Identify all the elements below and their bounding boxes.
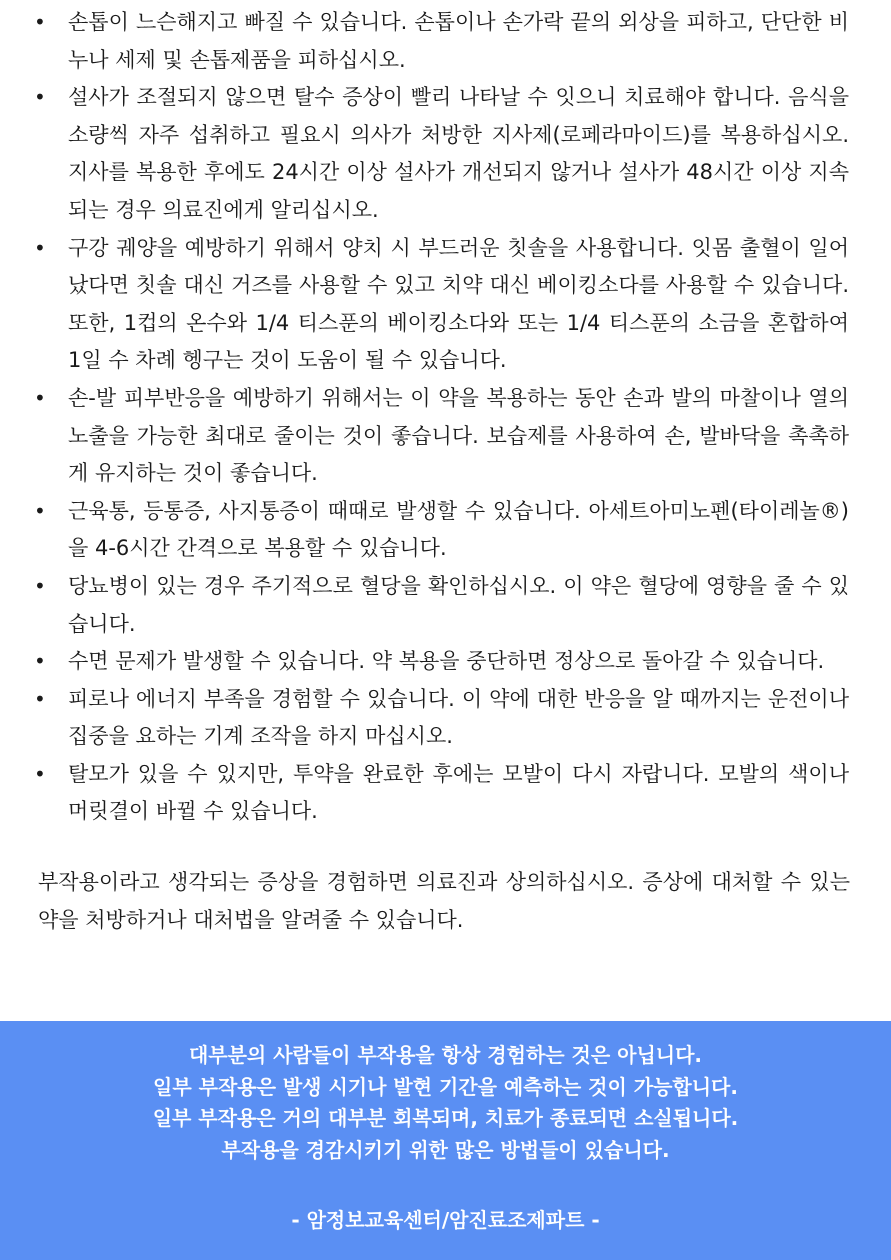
list-item-text: 탈모가 있을 수 있지만, 투약을 완료한 후에는 모발이 다시 자랍니다. 모발의 색이나 머릿결이 바뀔 수 있습니다. (68, 761, 849, 824)
footer-credit: - 암정보교육센터/암진료조제파트 - (291, 1208, 600, 1232)
list-item (0, 568, 891, 643)
footer-line: 일부 부작용은 거의 대부분 회복되며, 치료가 종료되면 소실됩니다. (152, 1106, 739, 1130)
list-item-text: 손-발 피부반응을 예방하기 위해서는 이 약을 복용하는 동안 손과 발의 마찰이나 열의 노출을 가능한 최대로 줄이는 것이 좋습니다. 보습제를 사용하여 손, 발바닥을 촉촉하게 유지하는 것이 좋습니다. (68, 385, 849, 486)
list-item-text: 피로나 에너지 부족을 경험할 수 있습니다. 이 약에 대한 반응을 알 때까지는 운전이나 집중을 요하는 기계 조작을 하지 마십시오. (68, 686, 849, 749)
bullet-icon: • (34, 573, 46, 598)
list-item (0, 380, 891, 493)
footer-line: 대부분의 사람들이 부작용을 항상 경험하는 것은 아닙니다. (188, 1043, 703, 1067)
list-item-text: 수면 문제가 발생할 수 있습니다. 약 복용을 중단하면 정상으로 돌아갈 수 있습니다. (68, 649, 825, 674)
list-item (0, 79, 891, 229)
list-item-text: 설사가 조절되지 않으면 탈수 증상이 빨리 나타날 수 잇으니 치료해야 합니다. 음식을 소량씩 자주 섭취하고 필요시 의사가 처방한 지사제(로페라마이드)를 복용하십시오. 지사를 복용한 후에도 24시간 이상 설사가 개선되지 않거나 설사가 48시간 이상 지속되는 경우 의료진에게 알리십시오. (68, 85, 849, 222)
footer-message (0, 1040, 891, 1166)
bullet-icon: • (34, 85, 46, 110)
list-item-text: 구강 궤양을 예방하기 위해서 양치 시 부드러운 칫솔을 사용합니다. 잇몸 출혈이 일어났다면 칫솔 대신 거즈를 사용할 수 있고 치약 대신 베이킹소다를 사용할 수 있습니다. 또한, 1컵의 온수와 1/4 티스푼의 베이킹소다와 또는 1/4 티스푼의 소금을 혼합하여 1일 수 차례 헹구는 것이 도움이 될 수 있습니다. (68, 235, 849, 373)
list-item-text: 근육통, 등통증, 사지통증이 때때로 발생할 수 있습니다. 아세트아미노펜(타이레놀®)을 4-6시간 간격으로 복용할 수 있습니다. (68, 498, 849, 561)
list-item (0, 230, 891, 380)
bullet-icon: • (34, 498, 46, 523)
bullet-icon: • (34, 235, 46, 260)
list-item-text: 당뇨병이 있는 경우 주기적으로 혈당을 확인하십시오. 이 약은 혈당에 영향을 줄 수 있습니다. (68, 573, 849, 636)
list-item (0, 681, 891, 756)
summary-paragraph: 부작용이라고 생각되는 증상을 경험하면 의료진과 상의하십시오. 증상에 대처할 수 있는 약을 처방하거나 대처법을 알려줄 수 있습니다. (38, 870, 850, 932)
list-item-text: 손톱이 느슨해지고 빠질 수 있습니다. 손톱이나 손가락 끝의 외상을 피하고, 단단한 비누나 세제 및 손톱제품을 피하십시오. (68, 10, 849, 72)
footer-line: 부작용을 경감시키기 위한 많은 방법들이 있습니다. (221, 1137, 670, 1162)
bullet-icon: • (34, 649, 46, 674)
bullet-icon: • (34, 761, 46, 786)
list-item (0, 493, 891, 568)
list-item (0, 4, 891, 79)
bullet-icon: • (34, 10, 46, 34)
side-effect-list (0, 4, 891, 831)
footer-line: 일부 부작용은 발생 시기나 발현 기간을 예측하는 것이 가능합니다. (153, 1074, 738, 1099)
bullet-icon: • (34, 385, 46, 410)
list-item (0, 643, 891, 681)
bullet-icon: • (34, 686, 46, 711)
footer-banner (0, 1021, 891, 1260)
list-item (0, 756, 891, 831)
